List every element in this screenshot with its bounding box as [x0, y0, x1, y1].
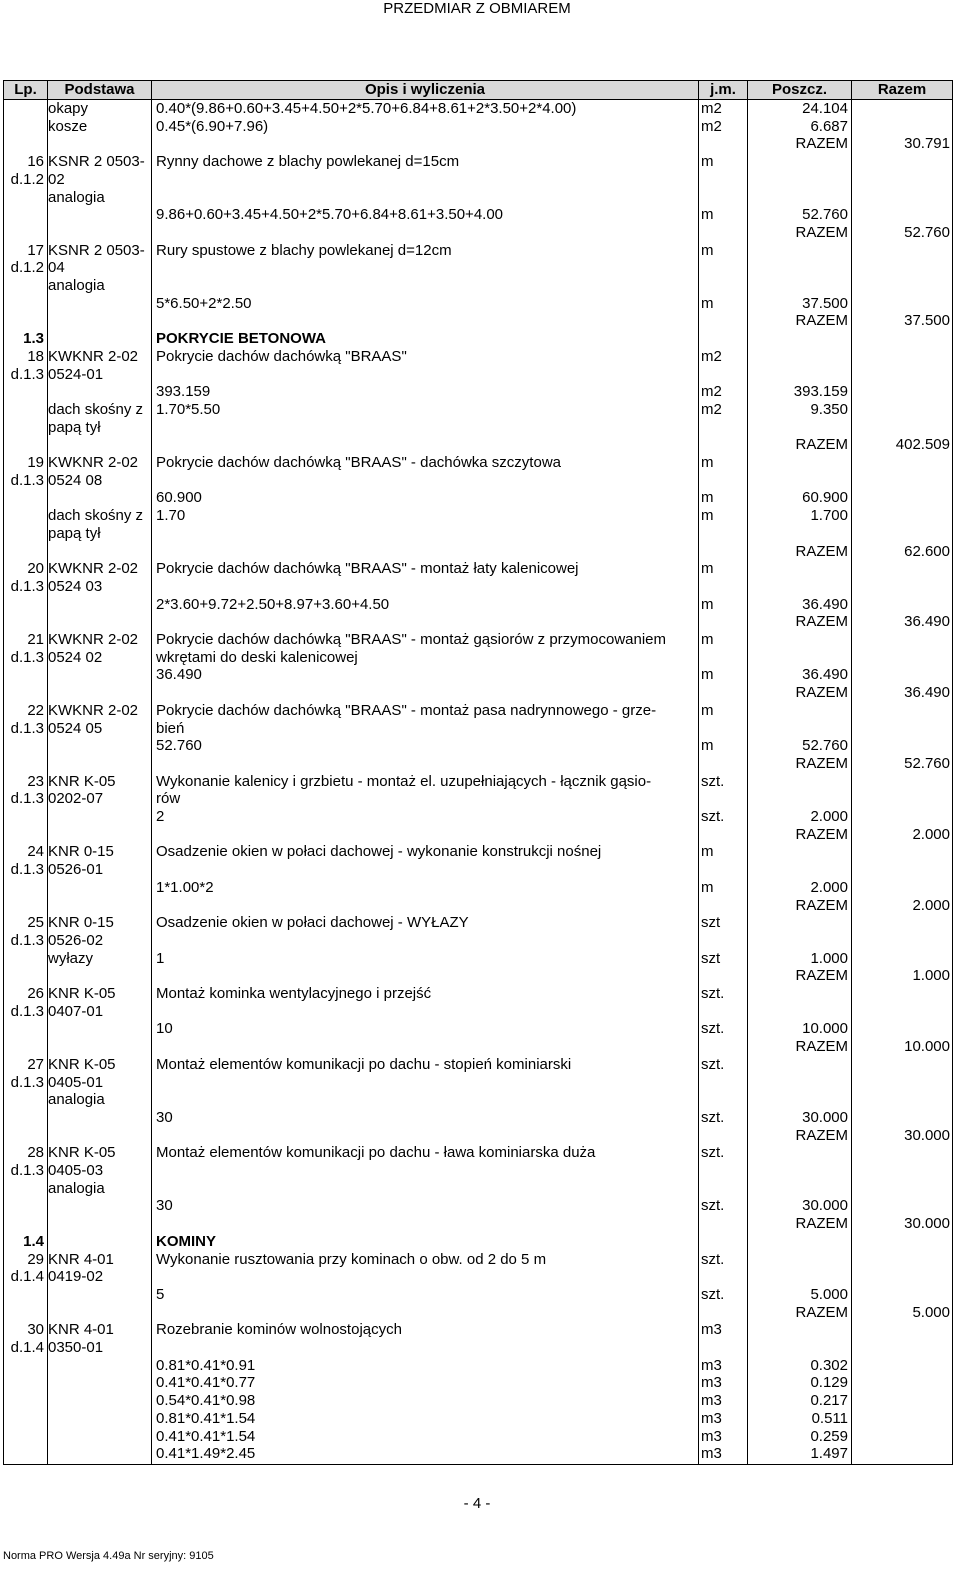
cell-poszcz: RAZEM: [795, 1126, 848, 1144]
cell-podstawa: analogia: [48, 188, 105, 206]
header-opis: Opis i wyliczenia: [364, 81, 486, 98]
cell-opis: 2*3.60+9.72+2.50+8.97+3.60+4.50: [156, 595, 390, 613]
cell-razem: 30.000: [904, 1126, 950, 1144]
cell-lp: d.1.2: [10, 259, 44, 277]
cell-razem: 402.509: [895, 436, 950, 454]
cell-razem: 30.000: [904, 1215, 950, 1233]
cell-jm: szt: [701, 949, 721, 967]
cell-jm: szt.: [701, 985, 725, 1002]
cell-poszcz: 0.217: [810, 1392, 848, 1410]
cell-lp: d.1.3: [10, 1073, 44, 1091]
cell-podstawa: 02: [48, 170, 65, 188]
cell-podstawa: 0350-01: [48, 1339, 104, 1356]
cell-podstawa: wyłazy: [48, 949, 94, 967]
cell-lp: 18: [27, 347, 44, 365]
cell-lp: d.1.3: [10, 365, 44, 383]
cell-lp: d.1.3: [10, 931, 44, 949]
cell-jm: m: [701, 631, 714, 648]
cell-poszcz: RAZEM: [795, 312, 848, 330]
cell-podstawa: 04: [48, 259, 65, 277]
cell-opis: 36.490: [156, 666, 202, 684]
cell-poszcz: 2.000: [810, 878, 848, 896]
cell-poszcz: 1.497: [810, 1445, 848, 1463]
cell-lp: d.1.3: [10, 648, 44, 666]
cell-opis: Rynny dachowe z blachy powlekanej d=15cm: [156, 153, 460, 171]
cell-lp: 30: [27, 1321, 44, 1339]
cell-razem: 52.760: [904, 754, 950, 772]
cell-poszcz: 37.500: [802, 294, 848, 312]
cell-opis: 5: [156, 1285, 165, 1303]
cell-lp: 24: [27, 843, 44, 861]
cell-jm: m: [701, 878, 714, 896]
cell-podstawa: KNR K-05: [48, 1055, 116, 1073]
cell-razem: 30.791: [904, 135, 950, 153]
cell-poszcz: RAZEM: [795, 896, 848, 914]
cell-opis: Osadzenie okien w połaci dachowej - wykonanie konstrukcji nośnej: [156, 843, 602, 861]
cell-jm: szt.: [701, 1144, 725, 1162]
cell-razem: 37.500: [904, 312, 950, 330]
cell-jm: m3: [701, 1409, 722, 1427]
cell-opis: 1*1.00*2: [156, 878, 214, 896]
cell-poszcz: 10.000: [802, 1020, 848, 1038]
cell-lp: d.1.3: [10, 1162, 44, 1179]
cell-opis: 60.900: [156, 489, 202, 507]
cell-poszcz: 30.000: [802, 1197, 848, 1215]
cell-jm: m: [701, 560, 714, 578]
cell-podstawa: analogia: [48, 1091, 105, 1109]
cell-podstawa: kosze: [48, 117, 88, 135]
przedmiar-table: [3, 80, 953, 1465]
cell-lp: 22: [27, 701, 44, 719]
header-jm: j.m.: [710, 81, 736, 98]
header-lp: Lp.: [14, 81, 37, 98]
cell-lp: d.1.2: [10, 170, 44, 188]
cell-jm: szt.: [701, 1250, 725, 1268]
cell-jm: m: [701, 507, 714, 525]
cell-lp: 1.3: [23, 330, 44, 348]
cell-opis: Pokrycie dachów dachówką "BRAAS" - montaż łaty kalenicowej: [156, 560, 579, 578]
cell-lp: d.1.3: [10, 471, 44, 489]
cell-podstawa: papą tył: [48, 524, 101, 542]
cell-opis: 0.81*0.41*1.54: [156, 1409, 256, 1427]
cell-lp: 21: [27, 631, 44, 648]
cell-poszcz: 36.490: [802, 595, 848, 613]
cell-razem: 5.000: [912, 1303, 950, 1321]
cell-podstawa: KNR 0-15: [48, 914, 114, 932]
cell-jm: m3: [701, 1392, 722, 1410]
cell-poszcz: 52.760: [802, 737, 848, 755]
cell-podstawa: KNR 4-01: [48, 1250, 114, 1268]
cell-poszcz: RAZEM: [795, 825, 848, 843]
cell-lp: 23: [27, 772, 44, 790]
header-poszcz: Poszcz.: [771, 81, 828, 98]
cell-opis: Rozebranie kominów wolnostojących: [156, 1321, 402, 1339]
cell-lp: d.1.3: [10, 790, 44, 808]
cell-jm: szt.: [701, 808, 725, 825]
cell-podstawa: analogia: [48, 277, 105, 294]
cell-opis: Osadzenie okien w połaci dachowej - WYŁAZY: [156, 914, 469, 932]
cell-opis: 0.45*(6.90+7.96): [156, 117, 269, 135]
cell-opis: wkrętami do deski kalenicowej: [156, 648, 358, 666]
cell-podstawa: KNR K-05: [48, 772, 116, 790]
cell-jm: szt.: [701, 1020, 725, 1038]
page-number: - 4 -: [463, 1495, 491, 1512]
cell-podstawa: KWKNR 2-02: [48, 631, 139, 648]
cell-opis: 0.54*0.41*0.98: [156, 1392, 256, 1410]
cell-opis: 5*6.50+2*2.50: [156, 294, 252, 312]
table-header: [4, 80, 952, 100]
cell-opis: 0.41*1.49*2.45: [156, 1445, 256, 1463]
cell-lp: 17: [27, 241, 44, 259]
cell-opis: Rury spustowe z blachy powlekanej d=12cm: [156, 241, 452, 259]
cell-razem: 36.490: [904, 684, 950, 702]
cell-jm: szt.: [701, 1055, 725, 1073]
cell-jm: m: [701, 595, 714, 613]
cell-podstawa: 0407-01: [48, 1002, 104, 1020]
cell-podstawa: 0524 02: [48, 648, 103, 666]
cell-jm: m3: [701, 1427, 722, 1445]
cell-lp: d.1.3: [10, 1002, 44, 1020]
cell-poszcz: 36.490: [802, 666, 848, 684]
cell-opis: Montaż kominka wentylacyjnego i przejść: [156, 985, 432, 1002]
cell-podstawa: KWKNR 2-02: [48, 560, 139, 578]
cell-lp: 20: [27, 560, 44, 578]
cell-opis: 9.86+0.60+3.45+4.50+2*5.70+6.84+8.61+3.50+4.00: [156, 206, 504, 224]
column-divider: [698, 80, 699, 1464]
cell-jm: m: [701, 241, 714, 259]
cell-lp: d.1.4: [10, 1268, 44, 1286]
cell-podstawa: KNR 0-15: [48, 843, 114, 861]
cell-opis: Pokrycie dachów dachówką "BRAAS": [156, 347, 407, 365]
cell-podstawa: 0524 03: [48, 577, 103, 595]
header-podstawa: Podstawa: [64, 81, 135, 98]
cell-lp: 19: [27, 454, 44, 471]
cell-opis: Pokrycie dachów dachówką "BRAAS" - montaż pasa nadrynnowego - grze-: [156, 701, 657, 719]
cell-podstawa: KSNR 2 0503-: [48, 153, 145, 171]
cell-podstawa: dach skośny z: [48, 507, 144, 525]
cell-opis: POKRYCIE BETONOWA: [156, 330, 327, 348]
cell-jm: szt.: [701, 1285, 725, 1303]
cell-podstawa: papą tył: [48, 418, 101, 436]
cell-jm: szt: [701, 914, 721, 932]
cell-podstawa: KWKNR 2-02: [48, 454, 139, 471]
cell-poszcz: 0.129: [810, 1374, 848, 1392]
cell-opis: 30: [156, 1197, 173, 1215]
cell-lp: d.1.3: [10, 577, 44, 595]
cell-jm: m3: [701, 1445, 722, 1463]
cell-poszcz: 0.259: [810, 1427, 848, 1445]
cell-podstawa: KNR 4-01: [48, 1321, 114, 1339]
cell-jm: m: [701, 489, 714, 507]
cell-lp: 28: [27, 1144, 44, 1162]
cell-podstawa: okapy: [48, 100, 89, 117]
cell-podstawa: 0405-01: [48, 1073, 104, 1091]
cell-poszcz: 393.159: [793, 383, 848, 401]
cell-razem: 10.000: [904, 1038, 950, 1056]
cell-opis: Pokrycie dachów dachówką "BRAAS" - montaż gąsiorów z przymocowaniem: [156, 631, 667, 648]
cell-poszcz: RAZEM: [795, 436, 848, 454]
cell-lp: 29: [27, 1250, 44, 1268]
cell-podstawa: 0524-01: [48, 365, 104, 383]
cell-podstawa: 0419-02: [48, 1268, 104, 1286]
cell-poszcz: 0.302: [810, 1356, 848, 1374]
cell-podstawa: dach skośny z: [48, 400, 144, 418]
cell-podstawa: KWKNR 2-02: [48, 701, 139, 719]
cell-lp: 25: [27, 914, 44, 932]
cell-opis: KOMINY: [156, 1232, 216, 1250]
cell-podstawa: 0524 05: [48, 719, 103, 737]
cell-poszcz: RAZEM: [795, 135, 848, 153]
cell-lp: d.1.3: [10, 719, 44, 737]
cell-jm: m: [701, 206, 714, 224]
cell-podstawa: KNR K-05: [48, 1144, 116, 1162]
cell-poszcz: 52.760: [802, 206, 848, 224]
cell-lp: d.1.4: [10, 1339, 44, 1356]
cell-lp: 16: [27, 153, 44, 171]
cell-poszcz: RAZEM: [795, 1303, 848, 1321]
cell-opis: 0.41*0.41*1.54: [156, 1427, 256, 1445]
cell-opis: bień: [156, 719, 185, 737]
cell-jm: m: [701, 701, 714, 719]
cell-opis: 52.760: [156, 737, 202, 755]
cell-opis: Montaż elementów komunikacji po dachu - stopień kominiarski: [156, 1055, 572, 1073]
cell-podstawa: 0405-03: [48, 1162, 104, 1179]
cell-razem: 62.600: [904, 542, 950, 560]
cell-jm: m2: [701, 400, 722, 418]
cell-jm: m3: [701, 1356, 722, 1374]
cell-razem: 1.000: [912, 967, 950, 985]
cell-jm: szt.: [701, 1197, 725, 1215]
cell-poszcz: RAZEM: [795, 1215, 848, 1233]
cell-lp: 27: [27, 1055, 44, 1073]
header-razem: Razem: [877, 81, 927, 98]
cell-razem: 2.000: [912, 896, 950, 914]
cell-poszcz: 2.000: [810, 808, 848, 825]
cell-opis: 30: [156, 1108, 173, 1126]
cell-poszcz: RAZEM: [795, 223, 848, 241]
cell-opis: 0.40*(9.86+0.60+3.45+4.50+2*5.70+6.84+8.61+2*3.50+2*4.00): [156, 100, 577, 117]
cell-jm: m: [701, 153, 714, 171]
cell-poszcz: 9.350: [810, 400, 848, 418]
cell-lp: 1.4: [23, 1232, 44, 1250]
cell-razem: 36.490: [904, 613, 950, 631]
cell-opis: Pokrycie dachów dachówką "BRAAS" - dachówka szczytowa: [156, 454, 561, 471]
cell-jm: m: [701, 454, 714, 471]
column-divider: [151, 80, 152, 1464]
cell-podstawa: KNR K-05: [48, 985, 116, 1002]
cell-razem: 2.000: [912, 825, 950, 843]
cell-podstawa: 0526-01: [48, 861, 104, 879]
cell-poszcz: RAZEM: [795, 613, 848, 631]
cell-lp: 26: [27, 985, 44, 1002]
cell-opis: 1: [156, 949, 165, 967]
cell-opis: 1.70*5.50: [156, 400, 221, 418]
cell-poszcz: 24.104: [802, 100, 848, 117]
cell-opis: 0.41*0.41*0.77: [156, 1374, 256, 1392]
cell-poszcz: RAZEM: [795, 1038, 848, 1056]
cell-podstawa: 0526-02: [48, 931, 104, 949]
cell-opis: Montaż elementów komunikacji po dachu - ława kominiarska duża: [156, 1144, 596, 1162]
cell-jm: m3: [701, 1321, 722, 1339]
cell-poszcz: RAZEM: [795, 967, 848, 985]
cell-poszcz: 6.687: [810, 117, 848, 135]
cell-opis: 393.159: [156, 383, 211, 401]
cell-opis: rów: [156, 790, 181, 808]
cell-opis: 2: [156, 808, 165, 825]
cell-jm: m: [701, 737, 714, 755]
cell-podstawa: 0202-07: [48, 790, 104, 808]
cell-poszcz: 30.000: [802, 1108, 848, 1126]
cell-jm: m2: [701, 100, 722, 117]
cell-podstawa: analogia: [48, 1179, 105, 1197]
cell-poszcz: RAZEM: [795, 754, 848, 772]
footer-text: Norma PRO Wersja 4.49a Nr seryjny: 9105: [3, 1550, 214, 1562]
cell-opis: Wykonanie kalenicy i grzbietu - montaż el. uzupełniających - łącznik gąsio-: [156, 772, 652, 790]
cell-jm: m: [701, 294, 714, 312]
cell-podstawa: KWKNR 2-02: [48, 347, 139, 365]
cell-opis: Wykonanie rusztowania przy kominach o obw. od 2 do 5 m: [156, 1250, 547, 1268]
cell-jm: m: [701, 843, 714, 861]
cell-poszcz: 1.000: [810, 949, 848, 967]
cell-lp: d.1.3: [10, 861, 44, 879]
cell-opis: 0.81*0.41*0.91: [156, 1356, 256, 1374]
cell-poszcz: 5.000: [810, 1285, 848, 1303]
cell-jm: m2: [701, 347, 722, 365]
cell-jm: m2: [701, 383, 722, 401]
cell-jm: m2: [701, 117, 722, 135]
cell-opis: 10: [156, 1020, 173, 1038]
cell-jm: m3: [701, 1374, 722, 1392]
cell-poszcz: 60.900: [802, 489, 848, 507]
cell-razem: 52.760: [904, 223, 950, 241]
cell-jm: szt.: [701, 1108, 725, 1126]
page-title: PRZEDMIAR Z OBMIAREM: [383, 0, 571, 17]
cell-podstawa: KSNR 2 0503-: [48, 241, 145, 259]
cell-poszcz: 0.511: [811, 1409, 848, 1427]
cell-jm: szt.: [701, 772, 725, 790]
cell-jm: m: [701, 666, 714, 684]
cell-podstawa: 0524 08: [48, 471, 103, 489]
cell-poszcz: RAZEM: [795, 684, 848, 702]
cell-opis: 1.70: [156, 507, 186, 525]
cell-poszcz: RAZEM: [795, 542, 848, 560]
cell-poszcz: 1.700: [810, 507, 848, 525]
